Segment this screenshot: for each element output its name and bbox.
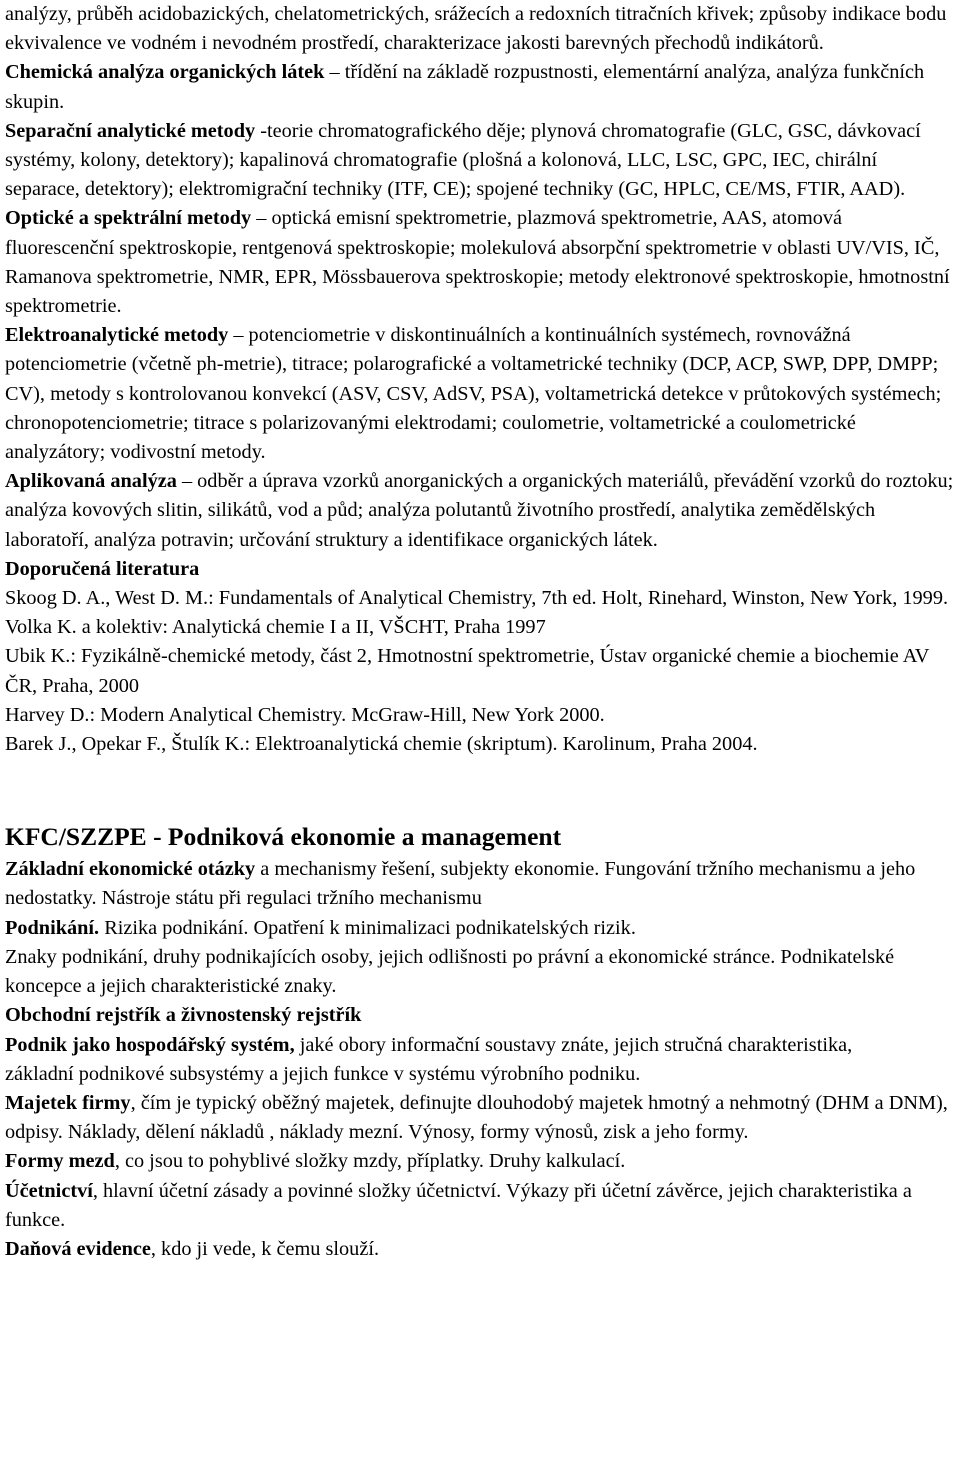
econ-item	[5, 1060, 954, 1089]
paragraph-heading: Aplikovaná analýza	[5, 470, 177, 493]
paragraph-electroanalytical-methods	[5, 321, 954, 467]
econ-item	[5, 943, 954, 1001]
paragraph-optical-methods	[5, 204, 954, 321]
paragraph-applied-analysis	[5, 467, 954, 555]
literature-item: Ubik K.: Fyzikálně-chemické metody, část 2, Hmotnostní spektrometrie, Ústav organické chemie a biochemie AV ČR, Praha, 2000	[5, 645, 930, 697]
econ-item-text: jaké obory informační soustavy znáte, jejich stručná charakteristika,	[294, 1033, 853, 1056]
literature-heading: Doporučená literatura	[5, 557, 200, 580]
paragraph-text: – potenciometrie v diskontinuálních a kontinuálních systémech, rovnovážná potenciometrie (včetně ph-metrie), titrace; polarografické a voltametrické techniky (DCP, ACP, SWP, DPP, DMPP; CV), metody s kontrolovanou konvekcí (ASV, CSV, AdSV, PSA), voltametrická detekce v průtokových systémech; chronopotenciometrie; titrace s polarizovanými elektrodami; coulometrie, voltametrické a coulometrické analyzátory; vodivostní metody.	[5, 324, 942, 464]
econ-item	[5, 1177, 954, 1235]
paragraph-organic-analysis	[5, 58, 954, 116]
econ-item-text: a mechanismy řešení, subjekty ekonomie. Fungování tržního mechanismu a jeho nedostatky. Nástroje státu při regulaci tržního mechanismu	[5, 858, 916, 910]
paragraph-heading: Elektroanalytické metody	[5, 324, 229, 347]
paragraph-heading: Optické a spektrální metody	[5, 207, 252, 230]
econ-item	[5, 1089, 954, 1147]
econ-item	[5, 1001, 954, 1030]
econ-item-text: , co jsou to pohyblivé složky mzdy, příplatky. Druhy kalkulací.	[114, 1150, 626, 1173]
econ-item-heading: Formy mezd	[5, 1150, 115, 1173]
econ-item-text: , kdo ji vede, k čemu slouží.	[150, 1237, 380, 1260]
literature-item: Volka K. a kolektiv: Analytická chemie I a II, VŠCHT, Praha 1997	[5, 616, 546, 639]
paragraph-heading: Separační analytické metody	[5, 119, 256, 142]
section-title: KFC/SZZPE - Podniková ekonomie a management	[5, 822, 562, 852]
econ-item-heading: Majetek firmy	[5, 1091, 131, 1114]
intro-paragraph: analýzy, průběh acidobazických, chelatometrických, srážecích a redoxních titračních křivek; způsoby indikace bodu ekvivalence ve vodném i nevodném prostředí, charakterizace jakosti barevných přechodů indikátorů.	[5, 3, 947, 55]
econ-item-text: , čím je typický oběžný majetek, definujte dlouhodobý majetek hmotný a nehmotný (DHM a DNM), odpisy. Náklady, dělení nákladů , náklady mezní. Výnosy, formy výnosů, zisk a jeho formy.	[5, 1091, 948, 1144]
paragraph-text: – optická emisní spektrometrie, plazmová spektrometrie, AAS, atomová fluorescenční spektroskopie, rentgenová spektroskopie; molekulová absorpční spektrometrie v oblasti UV/VIS, IČ, Ramanova spektrometrie, NMR, EPR, Mössbauerova spektroskopie; metody elektronové spektroskopie, hmotnostní spektrometrie.	[5, 207, 950, 318]
econ-item-heading: Obchodní rejstřík a živnostenský rejstřík	[5, 1004, 362, 1027]
paragraph-text: -teorie chromatografického děje; plynová chromatografie (GLC, GSC, dávkovací systémy, kolony, detektory); kapalinová chromatografie (plošná a kolonová, LLC, LSC, GPC, IEC, chirální separace, detektory); elektromigrační techniky (ITF, CE); spojené techniky (GC, HPLC, CE/MS, FTIR, AAD).	[5, 119, 921, 201]
econ-item-heading: Účetnictví	[5, 1179, 93, 1202]
paragraph-heading: Chemická analýza organických látek	[5, 61, 325, 84]
paragraph-separation-methods	[5, 117, 954, 205]
econ-item	[5, 1235, 954, 1264]
econ-item-heading: Základní ekonomické otázky	[5, 858, 256, 881]
econ-item-heading: Podnikání.	[5, 916, 100, 939]
paragraph-text: – třídění na základě rozpustnosti, elementární analýza, analýza funkčních skupin.	[5, 61, 925, 113]
econ-item-heading: Daňová evidence	[5, 1237, 151, 1260]
econ-item	[5, 1147, 954, 1176]
econ-item	[5, 914, 954, 943]
section-spacer	[5, 759, 954, 817]
econ-item	[5, 855, 954, 913]
literature-item: Barek J., Opekar F., Štulík K.: Elektroanalytická chemie (skriptum). Karolinum, Praha 2004.	[5, 733, 758, 756]
literature-item: Harvey D.: Modern Analytical Chemistry. McGraw-Hill, New York 2000.	[5, 703, 605, 726]
econ-item	[5, 1031, 954, 1060]
econ-item-text: základní podnikové subsystémy a jejich funkce v systému výrobního podniku.	[5, 1062, 641, 1085]
econ-item-text: , hlavní účetní zásady a povinné složky účetnictví. Výkazy při účetní závěrce, jejich charakteristika a funkce.	[5, 1179, 912, 1231]
econ-item-heading: Podnik jako hospodářský systém,	[5, 1033, 295, 1056]
econ-item-text: Rizika podnikání. Opatření k minimalizaci podnikatelských rizik.	[99, 916, 636, 939]
paragraph-text: – odběr a úprava vzorků anorganických a organických materiálů, převádění vzorků do roztoku; analýza kovových slitin, silikátů, vod a půd; analýza polutantů životního prostředí, analytika zemědělských laboratoří, analýza potravin; určování struktury a identifikace organických látek.	[5, 470, 954, 551]
econ-item-text: Znaky podnikání, druhy podnikajících osoby, jejich odlišnosti po právní a ekonomické stránce. Podnikatelské koncepce a jejich charakteristické znaky.	[5, 945, 895, 998]
literature-item: Skoog D. A., West D. M.: Fundamentals of Analytical Chemistry, 7th ed. Holt, Rinehard, Winston, New York, 1999.	[5, 587, 949, 610]
